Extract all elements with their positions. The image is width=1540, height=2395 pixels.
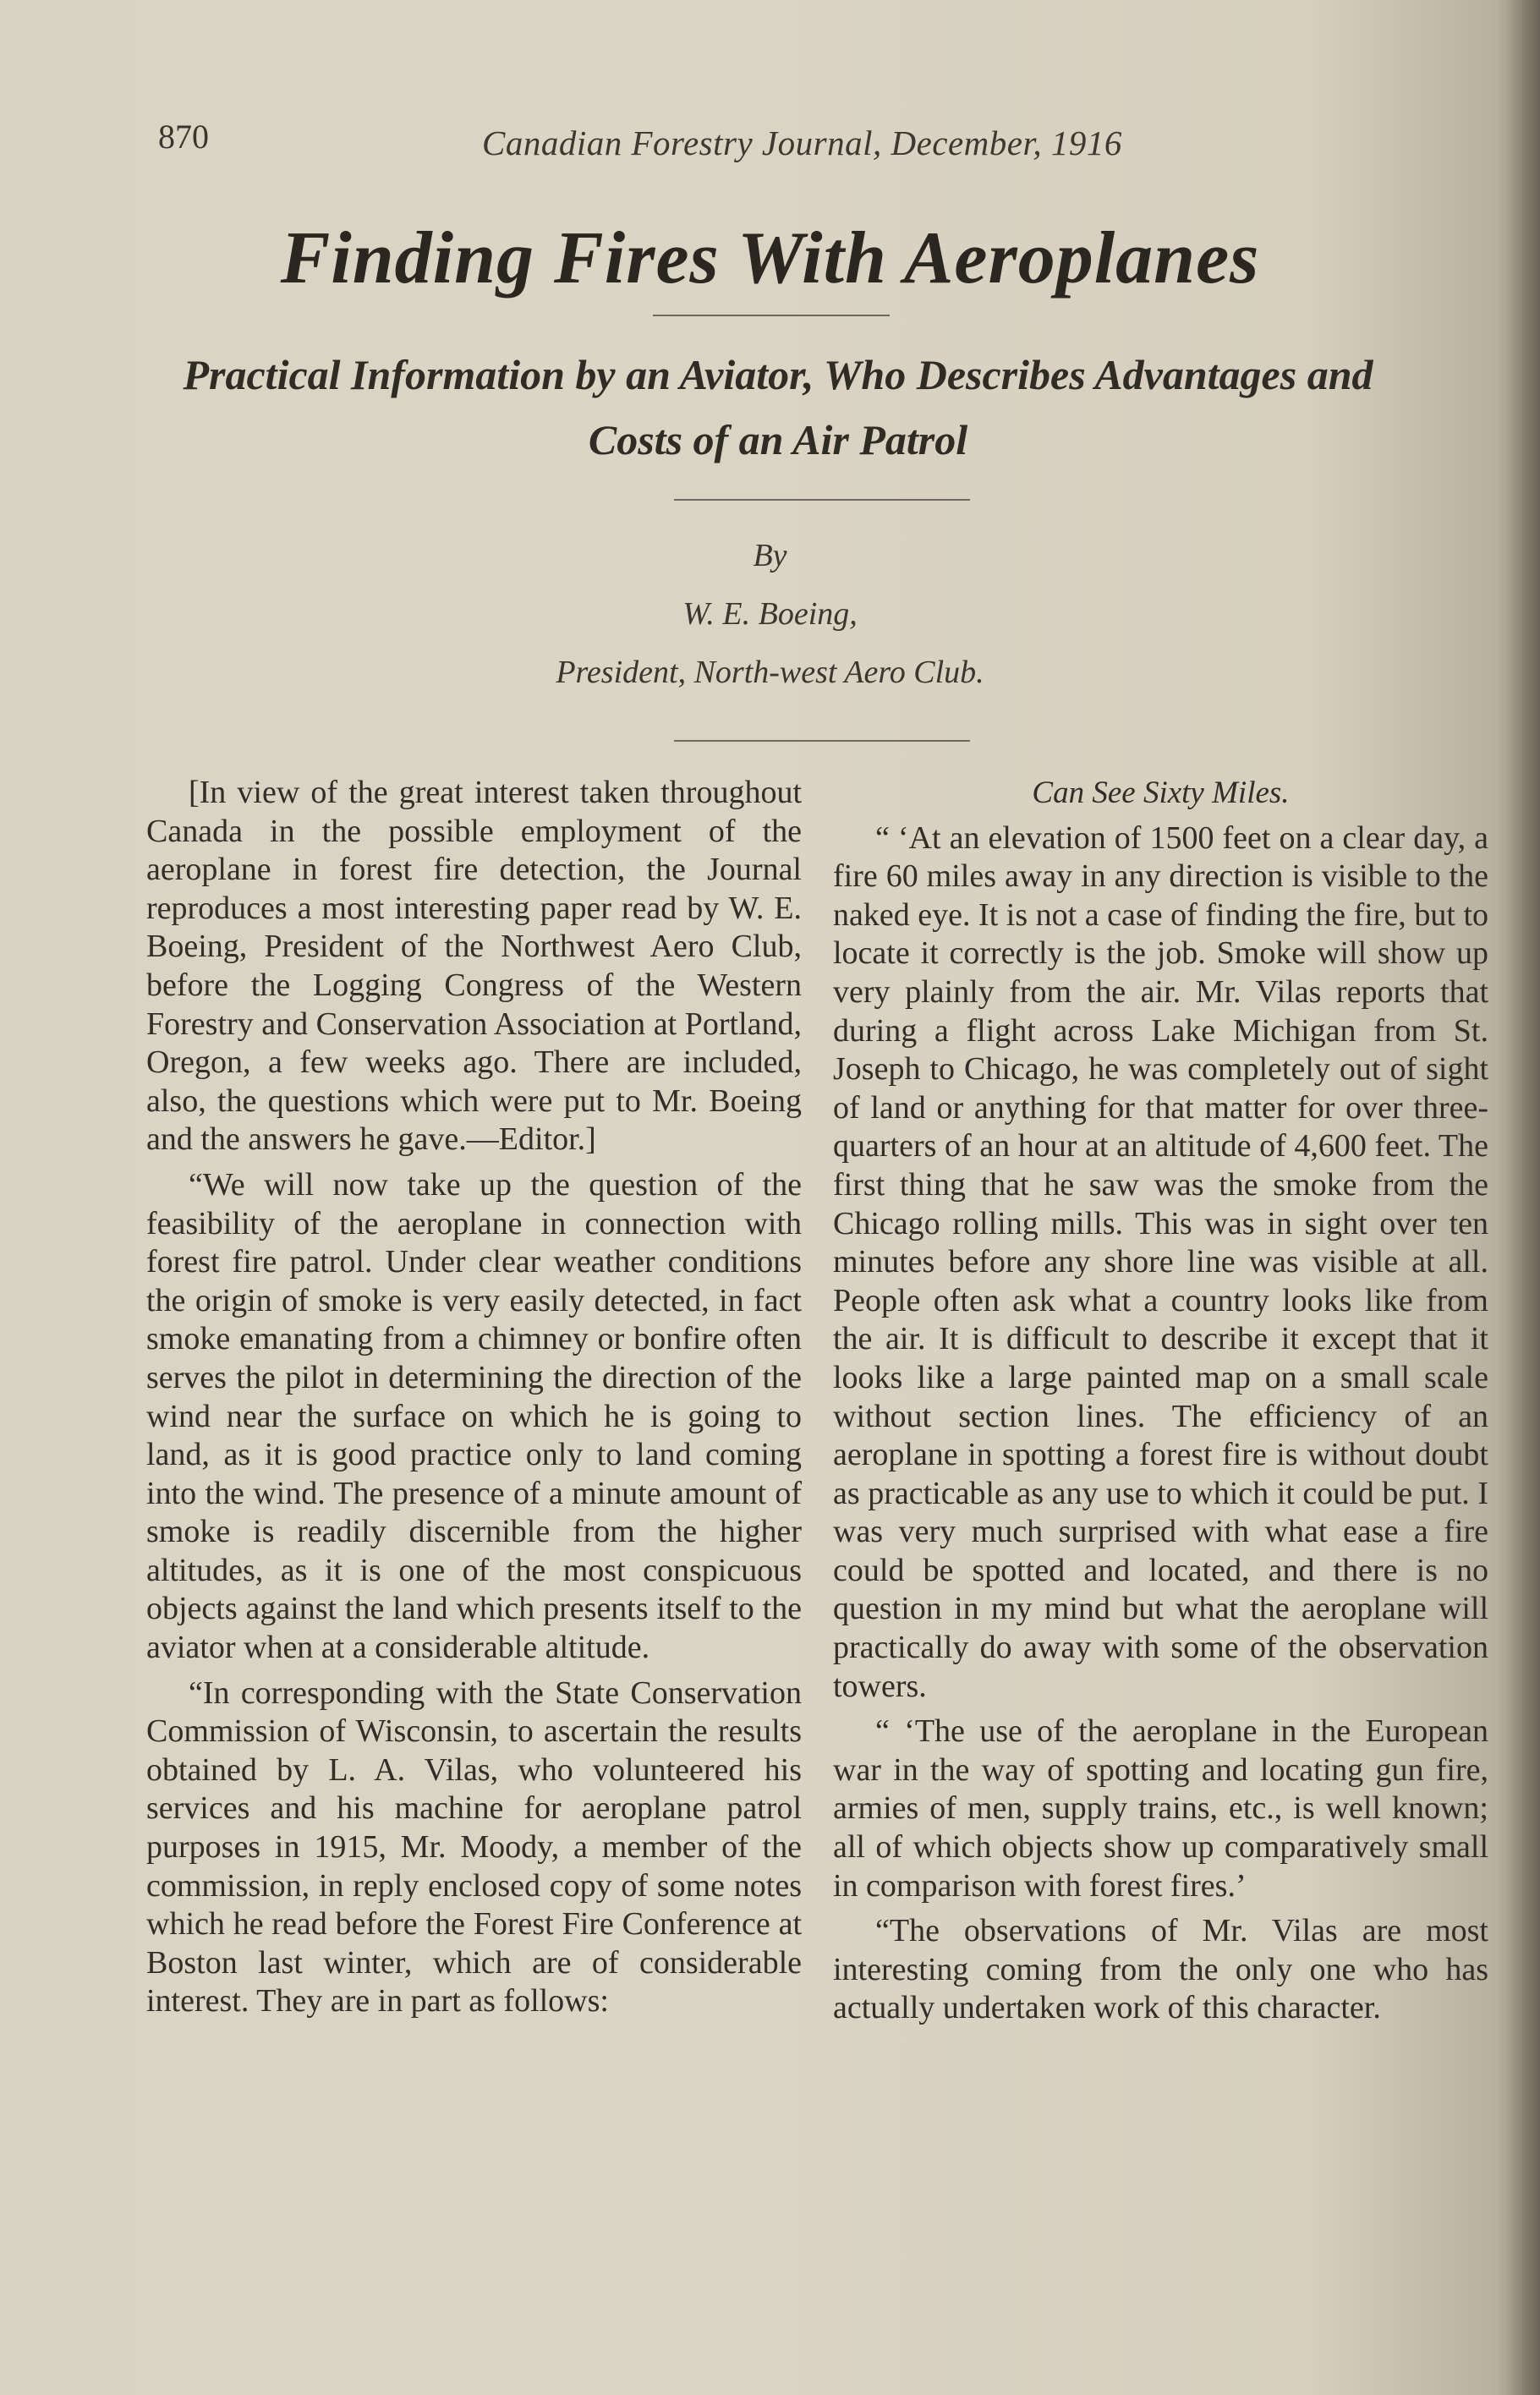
running-head: Canadian Forestry Journal, December, 1916	[482, 123, 1122, 162]
page-edge-shadow	[1506, 0, 1540, 2395]
body-paragraph: “We will now take up the question of the feasibility of the aeroplane in connection with forest fire patrol. Under clear weather conditions the origin of smoke is very easily detected, in fact smoke emanating from a chimney or bonfire often serves the pilot in determining the direction of the wind near the surface on which he is going to land, as it is good practice only to land coming into the wind. The presence of a minute amount of smoke is readily discernible from the higher altitudes, as it is one of the most conspicuous objects against the land which presents itself to the aviator when at a considerable altitude.	[146, 1166, 802, 1666]
divider-rule	[653, 315, 890, 316]
body-paragraph: “ ‘The use of the aeroplane in the European war in the way of spotting and locating gun fire, armies of men, supply trains, etc., is well known; all of which objects show up comparatively small in comparison with forest fires.’	[833, 1713, 1488, 1904]
page-number: 870	[158, 118, 209, 156]
section-heading: Can See Sixty Miles.	[1032, 775, 1290, 810]
article-subtitle: Practical Information by an Aviator, Who Describes Advantages and Costs of an Air Patrol	[183, 351, 1373, 463]
body-paragraph: “In corresponding with the State Conservation Commission of Wisconsin, to ascertain the results obtained by L. A. Vilas, who volunteered his services and his machine for aeroplane patrol purposes in 1915, Mr. Moody, a member of the commission, in reply enclosed copy of some notes which he read before the Forest Fire Conference at Boston last winter, which are of considerable interest. They are in part as follows:	[146, 1674, 802, 2020]
editor-note-paragraph: [In view of the great interest taken throughout Canada in the possible employment of the aeroplane in forest fire detection, the Journal reproduces a most interesting paper read by W. E. Boeing, President of the Northwest Aero Club, before the Logging Congress of the Western Forestry and Conservation Association at Portland, Oregon, a few weeks ago. There are included, also, the questions which were put to Mr. Boeing and the answers he gave.—Editor.]	[146, 775, 802, 1158]
body-paragraph: “The observations of Mr. Vilas are most interesting coming from the only one who has actually undertaken work of this character.	[833, 1913, 1488, 2026]
body-paragraph: “ ‘At an elevation of 1500 feet on a clear day, a fire 60 miles away in any direction is visible to the naked eye. It is not a case of finding the fire, but to locate it correctly is the job. Smoke will show up very plainly from the air. Mr. Vilas reports that during a flight across Lake Michigan from St. Joseph to Chicago, he was completely out of sight of land or anything for that matter for over three-quarters of an hour at an altitude of 4,600 feet. The first thing that he saw was the smoke from the Chicago rolling mills. This was in sight over ten minutes before any shore line was visible at all. People often ask what a country looks like from the air. It is difficult to describe it except that it looks like a large painted map on a small scale without section lines. The efficiency of an aeroplane in spotting a forest fire is without doubt as practicable as any use to which it could be put. I was very much surprised with what ease a fire could be spotted and located, and there is no question in my mind but what the aeroplane will practically do away with some of the observation towers.	[833, 819, 1488, 1704]
byline-by: By	[753, 538, 787, 573]
divider-rule	[674, 499, 970, 501]
left-column	[146, 774, 802, 2028]
article-title: Finding Fires With Aeroplanes	[280, 217, 1260, 299]
byline-author-title: President, North-west Aero Club.	[556, 655, 984, 690]
byline-author: W. E. Boeing,	[682, 596, 858, 632]
divider-rule	[674, 740, 970, 742]
right-column	[833, 774, 1488, 2035]
